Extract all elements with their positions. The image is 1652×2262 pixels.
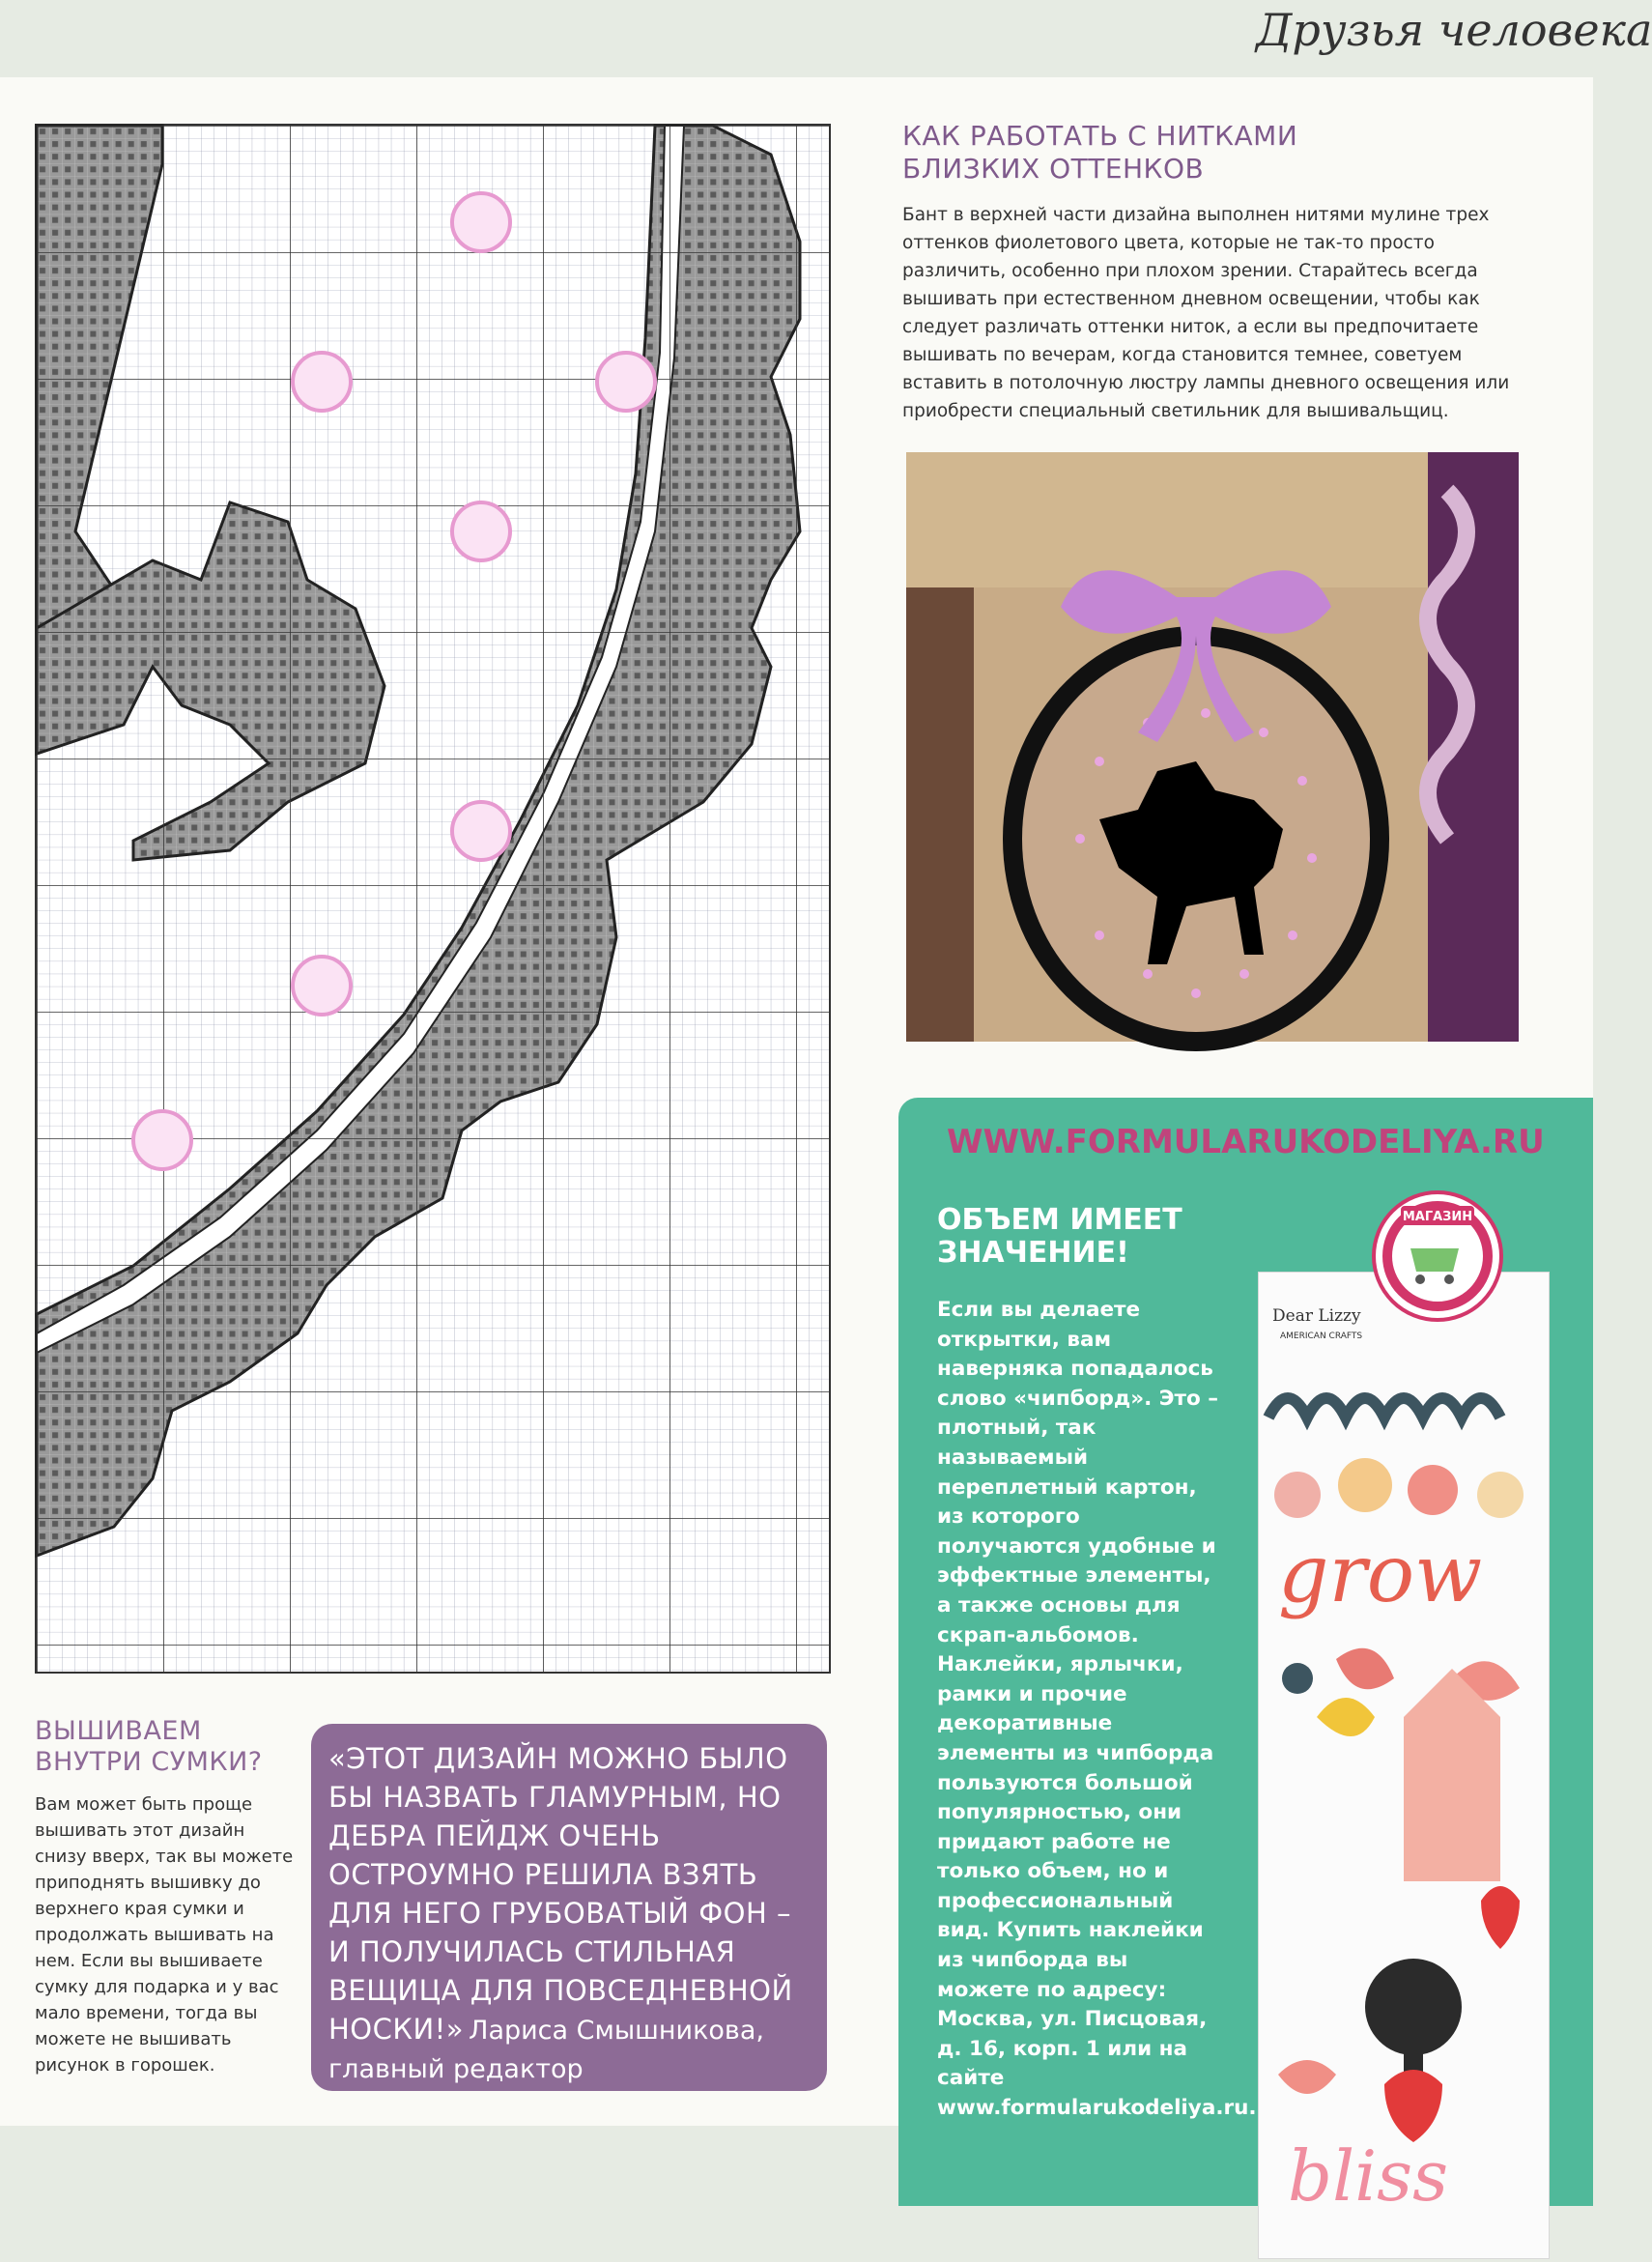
shop-badge-icon (1372, 1190, 1503, 1322)
inside-bag-title (35, 1716, 296, 1778)
package-sub: AMERICAN CRAFTS (1280, 1331, 1363, 1341)
section-title: Друзья человека (1256, 4, 1652, 56)
tip-title (902, 120, 1521, 186)
chart-grid (37, 126, 829, 1672)
polka-dot-stitch (452, 193, 510, 251)
inside-bag-section (35, 1716, 296, 2078)
package-brand: Dear Lizzy (1272, 1306, 1361, 1326)
promo-title (937, 1204, 1285, 1270)
quote-text: «ЭТОТ ДИЗАЙН МОЖНО БЫЛО БЫ НАЗВАТЬ ГЛАМУРНЫМ, НО ДЕБРА ПЕЙДЖ ОЧЕНЬ ОСТРОУМНО РЕШИЛА ВЗЯТЬ ДЛЯ НЕГО ГРУБОВАТЫЙ ФОН – И ПОЛУЧИЛАСЬ СТИЛЬНАЯ ВЕЩИЦА ДЛЯ ПОВСЕДНЕВНОЙ НОСКИ!» (328, 1742, 793, 2046)
editor-quote (311, 1724, 827, 2091)
chipboard-stickers-image (1259, 1273, 1549, 2258)
polka-dot-stitch (293, 353, 351, 411)
inside-bag-body: Вам может быть проще вышивать этот дизайн снизу вверх, так вы можете приподнять вышивку до верхнего края сумки и продолжать вышивать на нем. Если вы вышиваете сумку для подарка и у вас мало времени, тогда вы можете не вышивать рисунок в горошек. (35, 1794, 294, 2076)
tip-title-line1: КАК РАБОТАТЬ С НИТКАМИ (902, 120, 1298, 152)
inside-bag-title-line2: ВНУТРИ СУМКИ? (35, 1747, 263, 1777)
quote-author: Лариса Смышникова, главный редактор (328, 2016, 764, 2084)
polka-dot-stitch (293, 957, 351, 1015)
polka-dot-stitch (452, 802, 510, 860)
promo-body: Если вы делаете открытки, вам наверняка попадалось слово «чипборд». Это – плотный, так называемый переплетный картон, из которого получаются удобные и эффектные элементы, а также основы для скрап-альбомов. Наклейки, ярлычки, рамки и прочие декоративные элементы из чипборда пользуются большой популярностью, они придают работе не только объем, но и профессиональный вид. Купить наклейки из чипборда вы можете по адресу: Москва, ул. Писцовая, д. 16, корп. 1 или на сайте www.formularukodeliya.ru. (937, 1298, 1257, 2121)
tip-body: Бант в верхней части дизайна выполнен нитями мулине трех оттенков фиолетового цвета, которые не так-то просто различить, особенно при плохом зрении. Старайтесь всегда вышивать при естественном дневном освещении, чтобы как следует различать оттенки ниток, а если вы предпочитаете вышивать по вечерам, когда становится темнее, советуем вставить в потолочную люстру лампы дневного освещения или приобрести специальный светильник для вышивальщиц. (902, 205, 1510, 421)
inside-bag-title-line1: ВЫШИВАЕМ (35, 1716, 202, 1746)
shop-badge-label: МАГАЗИН (1402, 1210, 1473, 1224)
cross-stitch-chart (35, 124, 831, 1674)
polka-dot-stitch (452, 502, 510, 560)
sticker-word-grow: grow (1278, 1529, 1483, 1620)
promo-title-line2: ЗНАЧЕНИЕ! (937, 1236, 1129, 1270)
polka-dot-stitch (597, 353, 655, 411)
bag-photo (906, 452, 1519, 1042)
promo-panel (898, 1098, 1593, 2217)
sticker-word-bliss: bliss (1288, 2135, 1449, 2217)
chipboard-package-photo (1258, 1272, 1550, 2259)
polka-dot-stitch (133, 1111, 191, 1169)
tip-title-line2: БЛИЗКИХ ОТТЕНКОВ (902, 153, 1205, 185)
poodle-bag-image (906, 452, 1519, 1042)
promo-title-line1: ОБЪЕМ ИМЕЕТ (937, 1203, 1182, 1237)
promo-url[interactable]: WWW.FORMULARUKODELIYA.RU (947, 1123, 1545, 1161)
tip-section (902, 120, 1521, 425)
